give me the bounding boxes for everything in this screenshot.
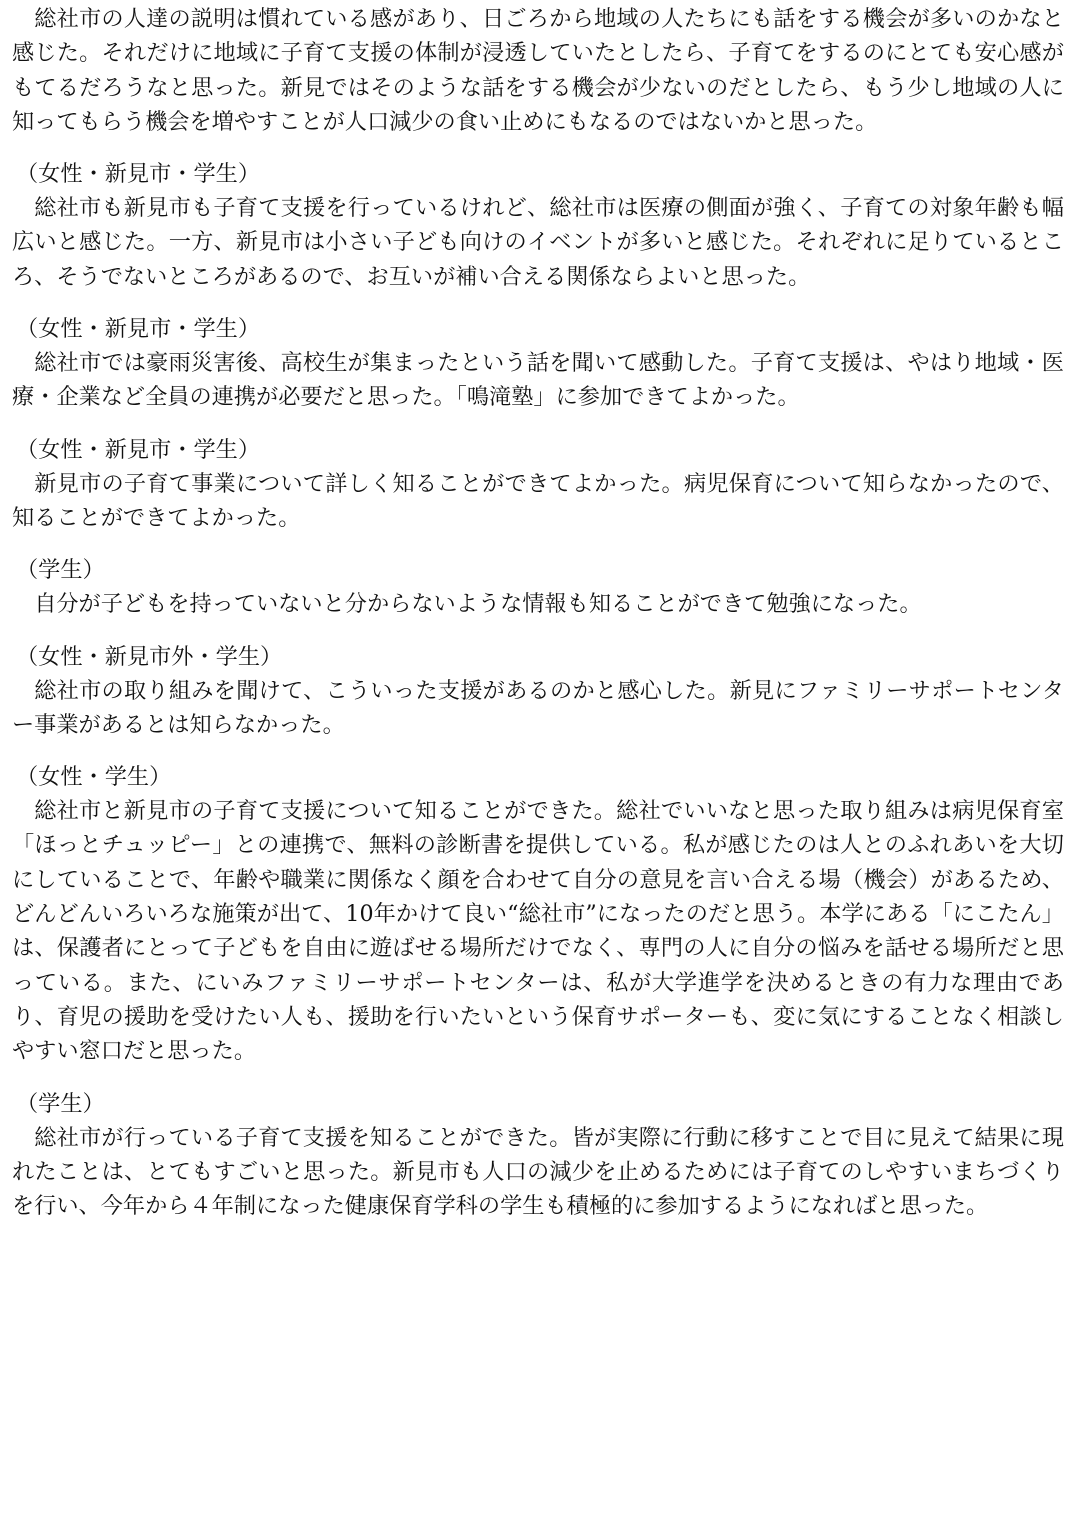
respondent-label: （女性・学生） — [16, 764, 172, 791]
comment-block — [12, 433, 1064, 536]
comment-block — [12, 312, 1064, 415]
comment-block — [12, 157, 1064, 294]
comment-text: 総社市と新見市の子育て支援について知ることができた。総社でいいなと思った取り組みは病児保育室「ほっとチュッピー」との連携で、無料の診断書を提供している。私が感じたのは人とのふれあいを大切にしていることで、年齢や職業に関係なく顔を合わせて自分の意見を言い合える場（機会）があるため、どんどんいろいろな施策が出て、10年かけて良い“総社市”になったのだと思う。本学にある「にこたん」は、保護者にとって子どもを自由に遊ばせる場所だけでなく、専門の人に自分の悩みを話せる場所だと思っている。また、にいみファミリーサポートセンターは、私が大学進学を決めるときの有力な理由であり、育児の援助を受けたい人も、援助を行いたいという保育サポーターも、変に気にすることなく相談しやすい窓口だと思った。 — [12, 798, 1064, 1065]
respondent-label: （学生） — [16, 1090, 105, 1117]
comment-text: 総社市の取り組みを聞けて、こういった支援があるのかと感心した。新見にファミリーサポートセンター事業があるとは知らなかった。 — [12, 677, 1064, 738]
comment-text: 新見市の子育て事業について詳しく知ることができてよかった。病児保育について知らなかったので、知ることができてよかった。 — [12, 470, 1064, 531]
comment-text: 総社市も新見市も子育て支援を行っているけれど、総社市は医療の側面が強く、子育ての対象年齢も幅広いと感じた。一方、新見市は小さい子ども向けのイベントが多いと感じた。それぞれに足りているところ、そうでないところがあるので、お互いが補い合える関係ならよいと思った。 — [12, 195, 1064, 290]
respondent-label: （学生） — [16, 557, 105, 584]
document-page — [12, 0, 1064, 1518]
respondent-label: （女性・新見市外・学生） — [16, 643, 283, 670]
comment-text: 自分が子どもを持っていないと分からないような情報も知ることができて勉強になった。 — [34, 591, 922, 618]
comment-block — [12, 760, 1064, 1068]
comment-block — [12, 640, 1064, 743]
respondent-label: （女性・新見市・学生） — [16, 161, 261, 188]
comment-text: 総社市では豪雨災害後、高校生が集まったという話を聞いて感動した。子育て支援は、やはり地域・医療・企業など全員の連携が必要だと思った。「鳴滝塾」に参加できてよかった。 — [12, 350, 1064, 411]
respondent-label: （女性・新見市・学生） — [16, 436, 261, 463]
comment-block — [12, 1087, 1064, 1224]
comment-text: 総社市が行っている子育て支援を知ることができた。皆が実際に行動に移すことで目に見えて結果に現れたことは、とてもすごいと思った。新見市も人口の減少を止めるためには子育てのしやすいまちづくりを行い、今年から４年制になった健康保育学科の学生も積極的に参加するようになればと思った。 — [12, 1124, 1064, 1220]
comment-block — [12, 553, 1064, 621]
respondent-label: （女性・新見市・学生） — [16, 316, 261, 343]
intro-paragraph: 総社市の人達の説明は慣れている感があり、日ごろから地域の人たちにも話をする機会が多いのかなと感じた。それだけに地域に子育て支援の体制が浸透していたとしたら、子育てをするのにとても安心感がもてるだろうなと思った。新見ではそのような話をする機会が少ないのだとしたら、もう少し地域の人に知ってもらう機会を増やすことが人口減少の食い止めにもなるのではないかと思った。 — [12, 6, 1064, 135]
